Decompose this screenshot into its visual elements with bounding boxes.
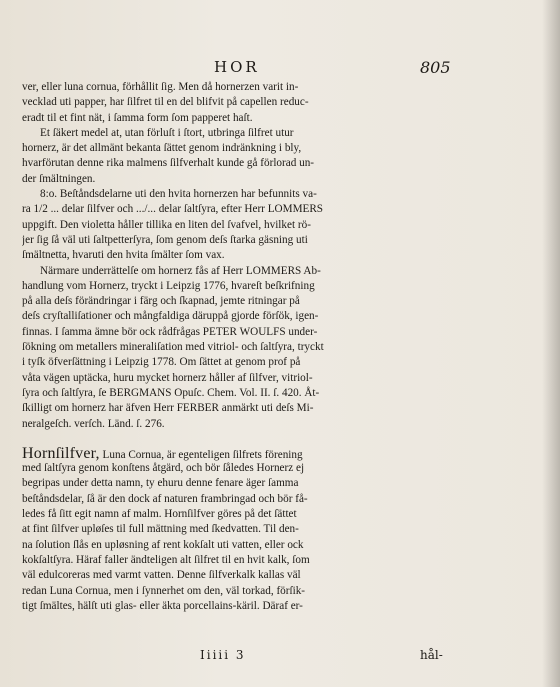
text-line: eradt til et fint nät, i ſamma form ſom papperet haſt. [22,111,253,124]
text-line: ver, eller luna cornua, förhållit ſig. Men då hornerzen varit in- [22,81,299,93]
text-line: 8:o. Beſtåndsdelarne uti den hvita hornerzen har befunnits va- [40,188,317,201]
page-header [0,58,560,80]
text-line: ſmältnetta, hvaruti den hvita ſmälter ſom vax. [22,249,225,262]
text-line: hvarförutan denne rika malmens ſilfverhalt kunde gå förlorad un- [22,157,315,170]
text-line: hornerz, är det allmänt bekanta ſättet genom indränkning i bly, [22,142,302,155]
text-line: na ſolution ſlås en upløsning af rent kokſalt uti vatten, eller ock [22,538,304,551]
text-line: der ſmältningen. [22,172,96,185]
text-line: ledes få ſitt egit namn af malm. Hornſilfver göres på det ſättet [22,508,297,521]
text-line: kokſaltſyra. Häraf faller ändteligen alt ſilfret til en hvit kalk, ſom [22,553,310,566]
text-line: i tyſk öfverſättning i Leipzig 1778. Om ſättet at genom prof på [22,356,301,369]
text-line: våta vägen uptäcka, huru mycket hornerz håller af ſilfver, vitriol- [22,371,313,384]
text-line: at fint ſilfver upløſes til full mättning med ſkedvatten. Til den- [22,523,299,536]
text-line: med ſaltſyra genom konſtens åtgärd, och bör ſåledes Hornerz ej [22,462,305,475]
section-keyword: Hornſilfver, [22,445,100,462]
text-line: Närmare underrättelſe om hornerz fås af Herr LOMMERS Ab- [40,264,321,277]
text-line: jer ſig ſå väl uti ſaltpetterſyra, ſom genom deſs ſtarka gäsning uti [22,233,308,246]
text-line: tigt ſmältes, hälſt uti glas- eller äkta porcellains-käril. Däraf er- [22,599,303,612]
text-line: uppgift. Den violetta håller tillika en liten del ſvafvel, hvilket rö- [22,218,311,231]
text-line: ſökning om metallers mineraliſation med vitriol- och ſaltſyra, tryckt [22,341,324,354]
text-line: handlung vom Hornerz, tryckt i Leipzig 1776, hvareſt beſkrifning [22,279,315,292]
running-head: HOR [214,58,260,76]
text-line: ſkilligt om hornerz har äfven Herr FERBER anmärkt uti deſs Mi- [22,402,314,415]
signature-mark: Iiiii 3 [200,648,246,662]
text-line: på alla deſs förändringar i färg och ſkapnad, jemte ritningar på [22,295,300,308]
text-line: redan Luna Cornua, men i ſynnerhet om den, väl torkad, förſik- [22,584,306,597]
text-line: ra 1/2 ... delar ſilfver och .../... delar ſaltſyra, efter Herr LOMMERS [22,203,324,216]
section-opening-line [22,446,534,461]
text-line: finnas. I ſamma ämne bör ock rådfrågas PETER WOULFS under- [22,325,318,338]
text-line: vecklad uti papper, har ſilfret til en del blifvit på capellen reduc- [22,96,309,109]
catchword: hål- [420,648,443,662]
page-number: 805 [420,58,451,77]
text-line: neralgeſch. verſch. Länd. ſ. 276. [22,417,165,430]
text-line: Et ſäkert medel at, utan förluſt i ſtort, utbringa ſilfret utur [40,126,294,139]
text-line: väl edulcoreras med varmt vatten. Denne ſilfverkalk kallas väl [22,569,301,582]
body-text [22,80,534,614]
text-line: ſyra och ſaltſyra, ſe BERGMANS Opuſc. Chem. Vol. II. ſ. 420. Åt- [22,386,320,399]
text-line: deſs cryſtalliſationer och mångfaldiga däruppå gjorde förſök, igen- [22,310,319,323]
text-line-rest: Luna Cornua, är egenteligen ſilfrets förening [99,448,303,461]
text-line: begripas under detta namn, ty ehuru denne fenare äger ſamma [22,477,299,490]
text-line: beſtåndsdelar, ſå är den dock af naturen frambringad och bör få- [22,492,308,505]
page-footer [0,648,560,668]
